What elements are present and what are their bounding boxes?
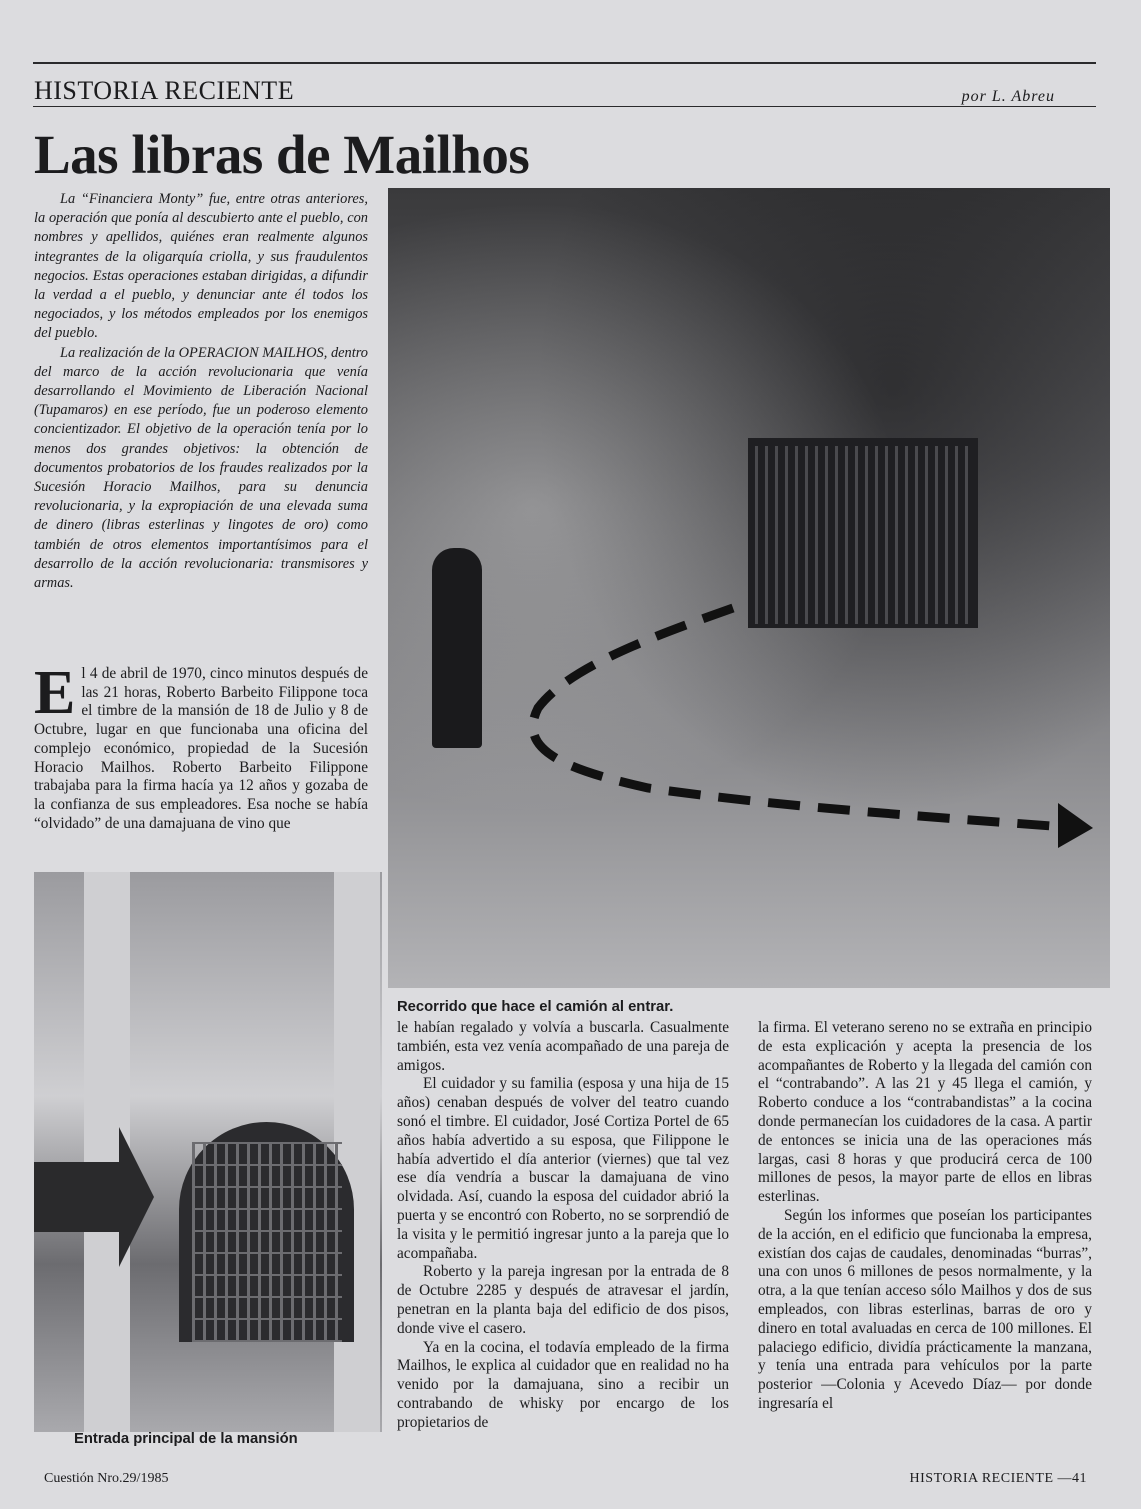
top-rule xyxy=(33,62,1096,64)
body-column-2 xyxy=(397,1019,729,1433)
lead-text: l 4 de abril de 1970, cinco minutos después de las 21 horas, Roberto Barbeito Filippone toca el timbre de la mansión de 18 de Julio y 8 de Octubre, lugar en que funcionaba una oficina del complejo económico, propiedad de la Sucesión Horacio Mailhos. Roberto Barbeito Filippone trabajaba para la firma hacía ya 12 años y gozaba de la confianza de sus empleadores. Esa noche se había “olvidado” de una damajuana de vino que xyxy=(34,665,368,832)
paragraph: Ya en la cocina, el todavía empleado de la firma Mailhos, le explica al cuidador que en realidad no ha venido por la damajuana, sino a recibir un contrabando de whisky por encargo de los propietarios de xyxy=(397,1338,729,1431)
paragraph: El cuidador y su familia (esposa y una hija de 15 años) cenaban después de volver del teatro cuando sonó el timbre. El cuidador, José Cortiza Portel de 65 años había advertido a su esposa, que Filippone le había advertido el día anterior (viernes) que tal vez ese día vendría a buscar la damajuana de vino olvidada. Así, cuando la esposa del cuidador abrió la puerta y se encontró con Roberto, no se sorprendió de la visita y le permitió ingresar junto a la pareja que lo acompañaba. xyxy=(397,1075,729,1262)
paragraph: le habían regalado y volvía a buscarla. Casualmente también, esta vez venía acompañado de una pareja de amigos. xyxy=(397,1019,729,1074)
byline: por L. Abreu xyxy=(961,88,1055,105)
intro-text xyxy=(34,190,368,593)
body-column-3 xyxy=(758,1019,1092,1414)
paragraph: Roberto y la pareja ingresan por la entrada de 8 de Octubre 2285 y después de atravesar el jardín, penetran en la planta baja del edificio de dos pisos, donde vive el casero. xyxy=(397,1263,729,1337)
intro-paragraph: La “Financiera Monty” fue, entre otras anteriores, la operación que ponía al descubierto ante el pueblo, con nombres y apellidos, quiénes eran realmente algunos integrantes de la oligarquía criolla, y sus fraudulentos negocios. Estas operaciones estaban dirigidas, a difundir la verdad a el pueblo, y denunciar ante él todos los negociados, y los métodos empleados por los enemigos del pueblo. xyxy=(34,191,368,342)
truck-route-arrow xyxy=(388,188,1110,988)
footer-page: HISTORIA RECIENTE —41 xyxy=(909,1471,1087,1486)
drop-cap: E xyxy=(34,659,76,727)
footer-issue: Cuestión Nro.29/1985 xyxy=(44,1471,169,1486)
headline: Las libras de Mailhos xyxy=(34,124,530,185)
arrow-icon xyxy=(34,872,382,1432)
paragraph: Según los informes que poseían los participantes de la acción, en el edificio que funcionaba la empresa, existían dos cajas de caudales, denominadas “burras”, una con unos 6 millones de pesos normalmente, y la otra, a la que tenían acceso sólo Mailhos y dos de sus empleados, con libras esterlinas, barras de oro y dinero en total avaluadas en cerca de 100 millones. El palaciego edificio, dividía prácticamente la manzana, y tenía una entrada para vehículos por la parte posterior —Colonia y Acevedo Díaz— por donde ingresaría el xyxy=(758,1206,1092,1412)
paragraph: la firma. El veterano sereno no se extraña en principio de esta explicación y acepta la presencia de los acompañantes de Roberto y la llegada del camión con el “contrabando”. A las 21 y 45 llega el camión, y Roberto conduce a los “contrabandistas” a la cocina donde permanecían los cuidadores de la casa. A partir de entonces se inicia una de las operaciones más largas, casi 8 horas y que producirá cerca de 100 millones de pesos, la mayor parte de ellos en libras esterlinas. xyxy=(758,1019,1092,1206)
section-rule xyxy=(33,106,1096,107)
caption-big-photo: Recorrido que hace el camión al entrar. xyxy=(397,999,674,1015)
photo-garden-gate xyxy=(388,188,1110,988)
lead-paragraph xyxy=(34,659,368,833)
photo-mansion-entrance xyxy=(34,872,382,1432)
intro-paragraph: La realización de la OPERACION MAILHOS, dentro del marco de la acción revolucionaria que venía desarrollando el Movimiento de Liberación Nacional (Tupamaros) en ese período, fue un poderoso elemento concientizador. El objetivo de la operación tenía por lo menos dos grandes objetivos: la obtención de documentos probatorios de los fraudes realizados por la Sucesión Horacio Mailhos, para su denuncia revolucionaria, y la expropiación de una elevada suma de dinero (libras esterlinas y lingotes de oro) como también de otros elementos importantísimos para el desarrollo de la acción revolucionaria: transmisores y armas. xyxy=(34,344,368,592)
caption-small-photo: Entrada principal de la mansión xyxy=(74,1431,298,1447)
section-title: HISTORIA RECIENTE xyxy=(34,76,295,105)
